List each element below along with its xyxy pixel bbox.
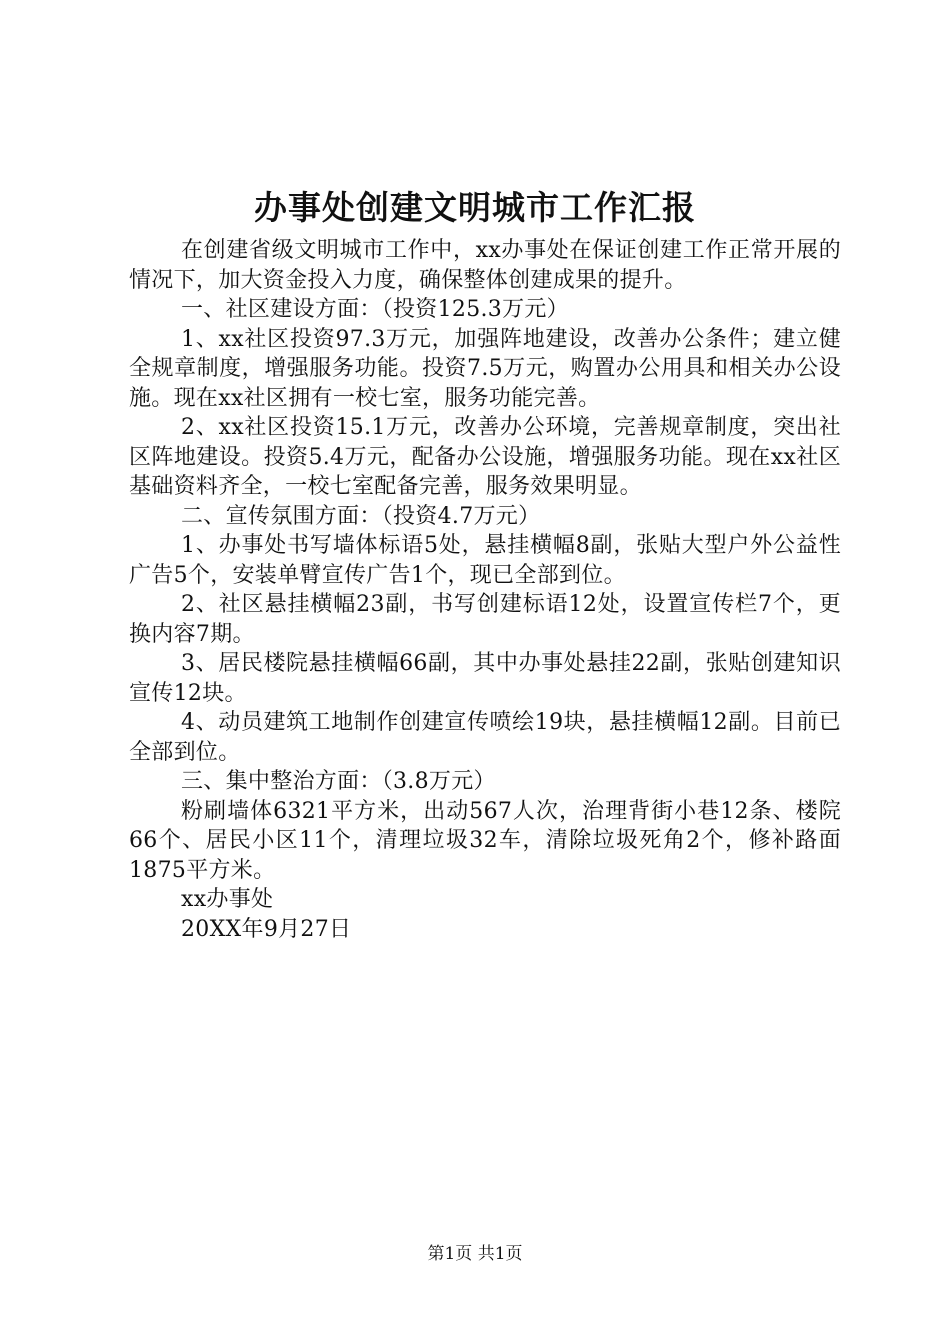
page-number: 第1页 共1页: [427, 1244, 523, 1264]
section-heading-community: 一、社区建设方面：（投资125.3万元）: [181, 297, 569, 322]
section-heading-rectification: 三、集中整治方面：（3.8万元）: [181, 769, 496, 794]
publicity-item-2: 2、社区悬挂横幅23副，书写创建标语12处，设置宣传栏7个，更换内容7期。: [129, 592, 841, 647]
community-item-2: 2、xx社区投资15.1万元，改善办公环境，完善规章制度，突出社区阵地建设。投资5.4万元，配备办公设施，增强服务功能。现在xx社区基础资料齐全，一校七室配备完善，服务效果明显。: [129, 415, 841, 499]
signature: xx办事处: [181, 887, 274, 912]
rectification-paragraph: 粉刷墙体6321平方米，出动567人次，治理背街小巷12条、楼院66个、居民小区11个，清理垃圾32车，清除垃圾死角2个，修补路面1875平方米。: [129, 798, 841, 883]
document-date: 20XX年9月27日: [181, 916, 352, 942]
publicity-item-3: 3、居民楼院悬挂横幅66副，其中办事处悬挂22副，张贴创建知识宣传12块。: [129, 651, 841, 706]
publicity-item-4: 4、动员建筑工地制作创建宣传喷绘19块，悬挂横幅12副。目前已全部到位。: [129, 710, 841, 765]
document-title: 办事处创建文明城市工作汇报: [254, 188, 696, 227]
document-body: [129, 236, 841, 944]
community-item-1: 1、xx社区投资97.3万元，加强阵地建设，改善办公条件；建立健全规章制度，增强服务功能。投资7.5万元，购置办公用具和相关办公设施。现在xx社区拥有一校七室，服务功能完善。: [129, 326, 841, 411]
publicity-item-1: 1、办事处书写墙体标语5处，悬挂横幅8副，张贴大型户外公益性广告5个，安装单臂宣传广告1个，现已全部到位。: [129, 533, 841, 588]
section-heading-publicity: 二、宣传氛围方面：（投资4.7万元）: [181, 503, 541, 529]
intro-paragraph: 在创建省级文明城市工作中，xx办事处在保证创建工作正常开展的情况下，加大资金投入力度，确保整体创建成果的提升。: [129, 238, 841, 293]
